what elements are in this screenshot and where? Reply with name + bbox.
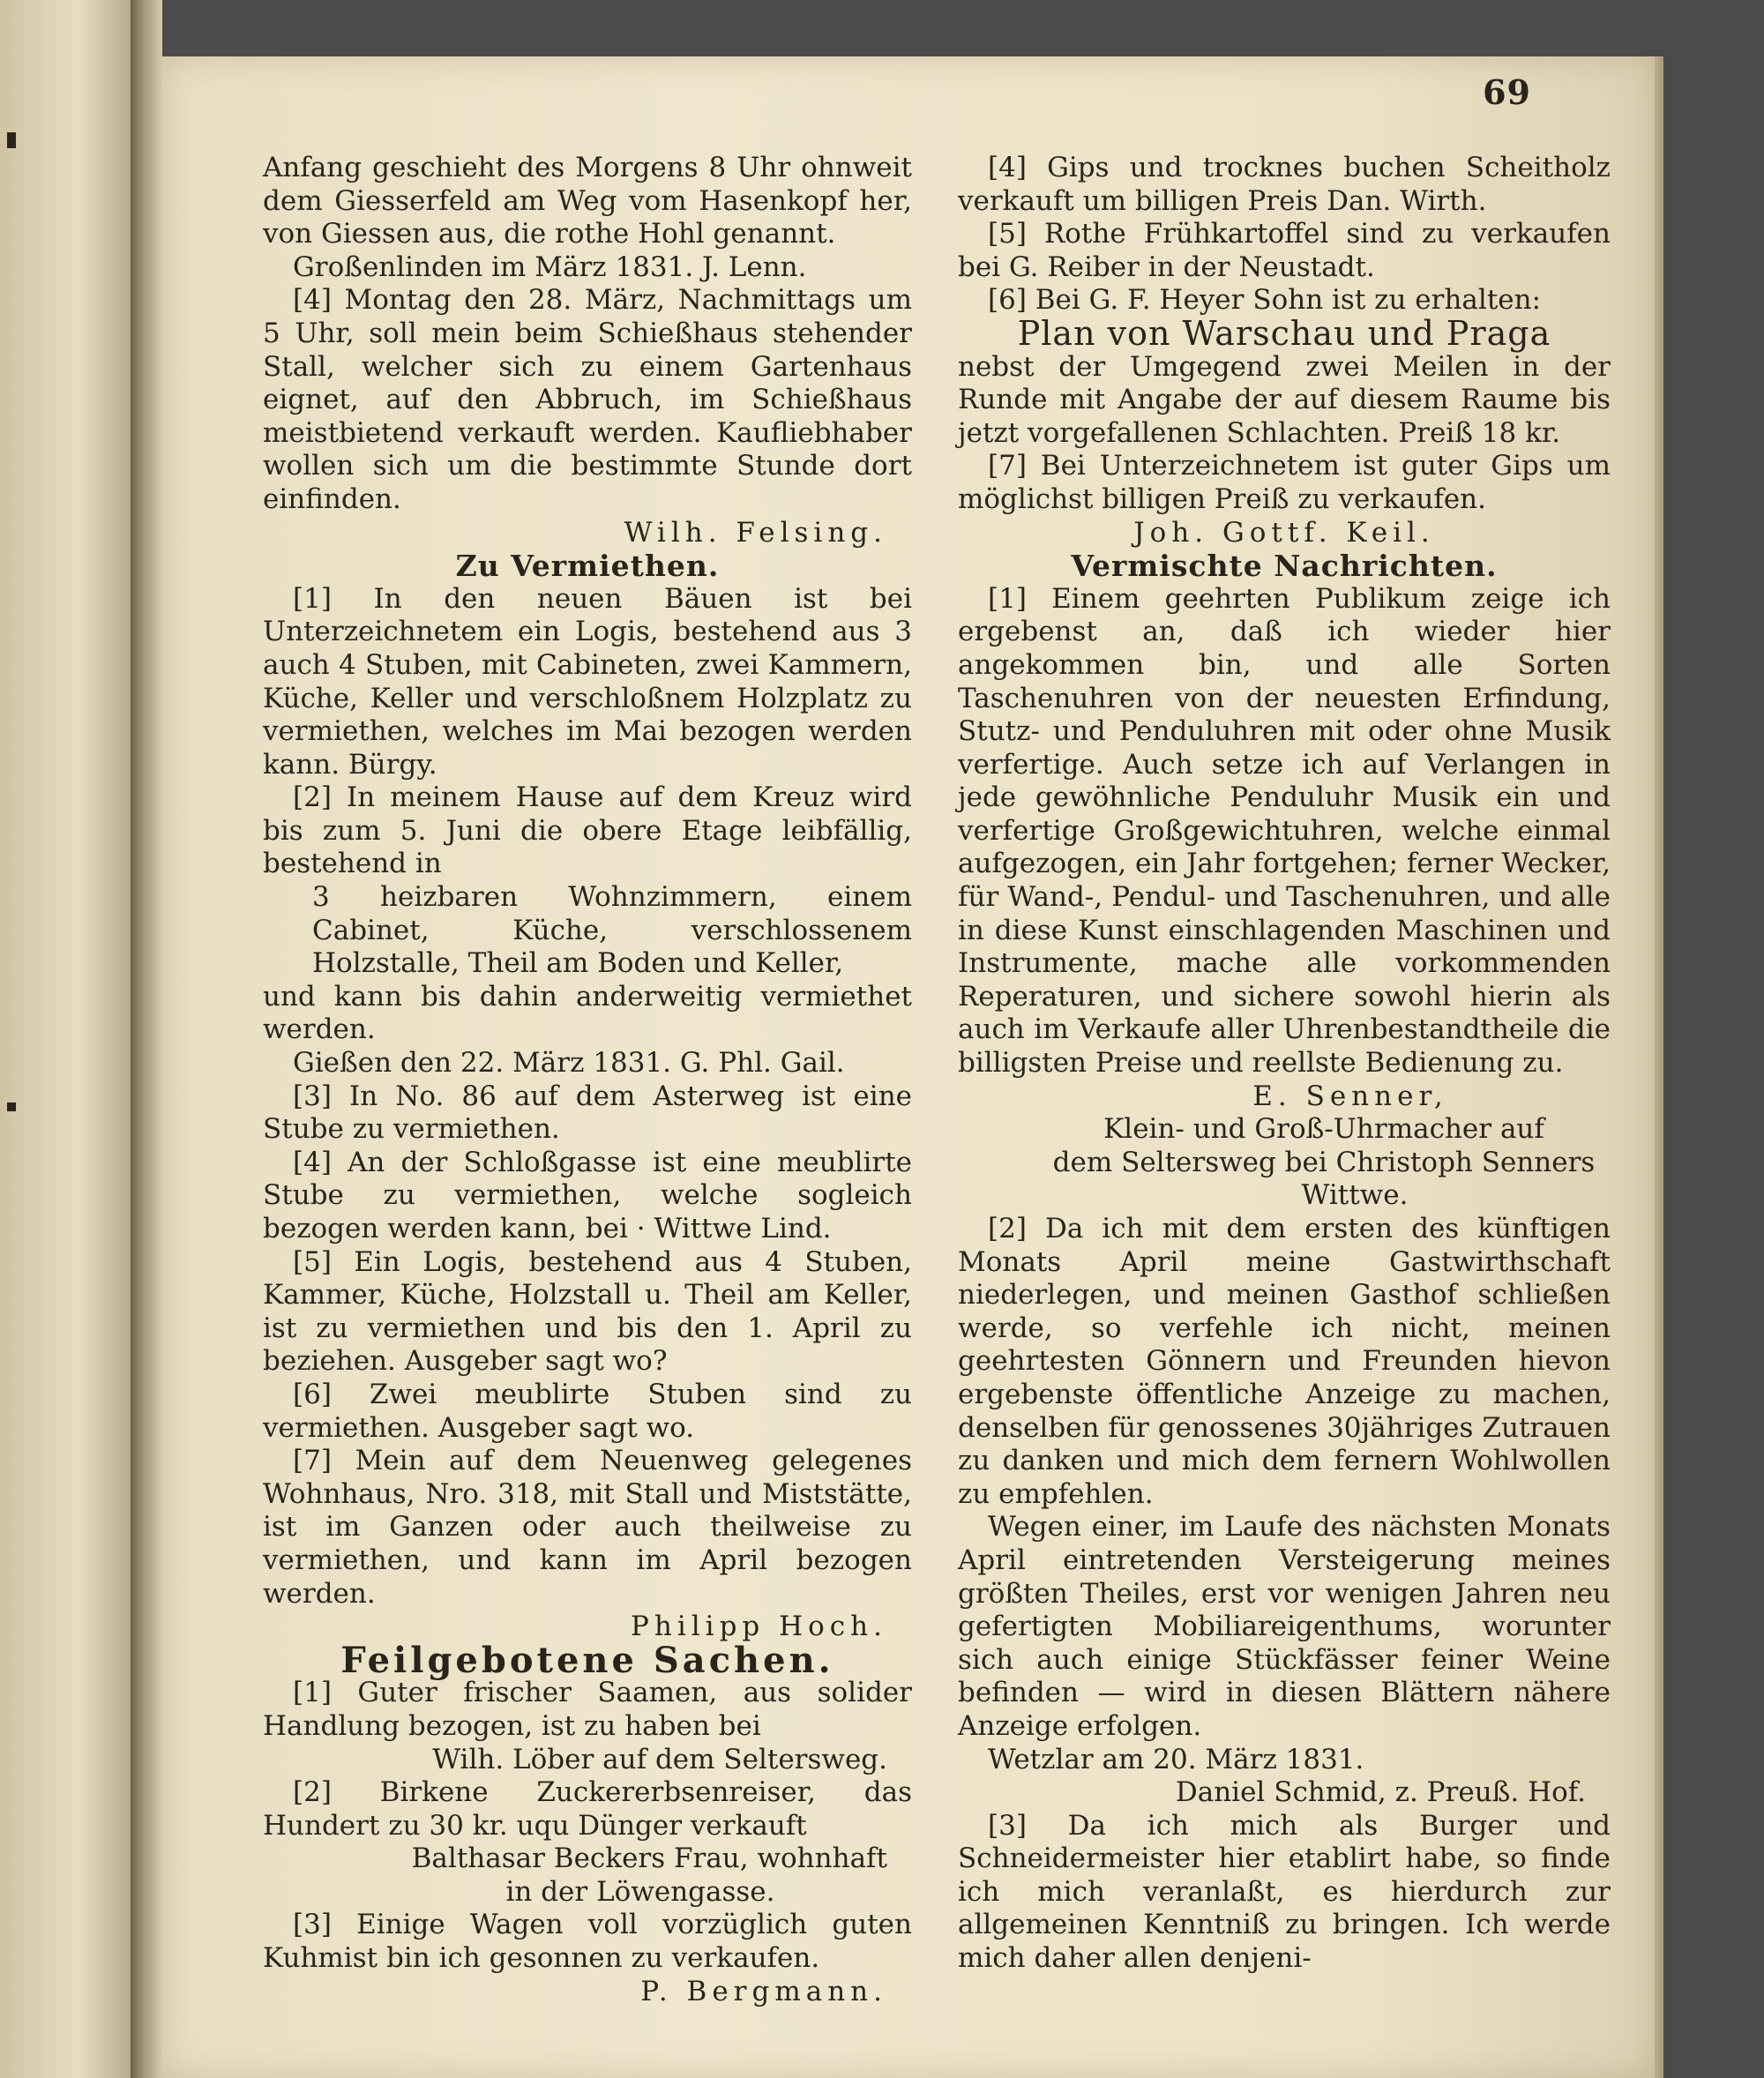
misc-notice-2-signature: Daniel Schmid, z. Preuß. Hof. [1175, 1776, 1586, 1809]
misc-notice-1: [1] Einem geehrten Publikum zeige ich ergebenst an, daß ich wieder hier angekommen bin, und alle Sorten Taschenuhren von der neuesten Erfindung, Stutz- und Penduluhren mit oder ohne Musik verfertige. Auch setze ich auf Verlangen in jede gewöhnliche Penduluhr Musik ein und verfertige Großgewichtuhren, welche einmal aufgezogen, ein Jahr fortgehen; ferner Wecker, für Wand-, Pendul- und Taschenuhren, und alle in diese Kunst einschlagenden Maschinen und Instrumente, mache alle vorkommenden Reperaturen, und sichere sowohl hierin als auch im Verkaufe aller Uhrenbestandtheile die billigsten Preise und reellste Bedienung zu. [958, 582, 1611, 1080]
rent-notice-6: [6] Zwei meublirte Stuben sind zu vermiethen. Ausgeber sagt wo. [263, 1378, 912, 1444]
page-number: 69 [1483, 72, 1531, 112]
map-title: Plan von Warschau und Praga [1017, 313, 1551, 353]
section-heading-vermischte-nachrichten: Vermischte Nachrichten. [1071, 549, 1498, 584]
sale-notice-r6: [6] Bei G. F. Heyer Sohn ist zu erhalten: [988, 284, 1542, 317]
rent-notice-2-end: und kann bis dahin anderweitig vermiethet werden. [263, 980, 912, 1046]
book-gutter [131, 0, 162, 2078]
rent-notice-7-signature: Philipp Hoch. [631, 1611, 887, 1643]
sale-notice-r4: [4] Gips und trocknes buchen Scheitholz verkauft um billigen Preis Dan. Wirth. [958, 152, 1611, 217]
misc-notice-1-signature-line4: Wittwe. [1301, 1179, 1409, 1212]
sale-notice-2-address: in der Löwengasse. [505, 1875, 775, 1908]
sale-notice-2-signature: Balthasar Beckers Frau, wohnhaft [411, 1843, 887, 1875]
rent-notice-2-place-date: Gießen den 22. März 1831. G. Phl. Gail. [293, 1047, 845, 1080]
misc-notice-3: [3] Da ich mich als Burger und Schneidermeister hier etablirt habe, so finde ich mich veranlaßt, es hierdurch zur allgemeinen Kenntniß zu bringen. Ich werde mich daher allen denjeni- [958, 1809, 1611, 1975]
right-column [958, 152, 1611, 1976]
sale-notice-r7-signature: Joh. Gottf. Keil. [1133, 516, 1435, 549]
sale-notice-3: [3] Einige Wagen voll vorzüglich guten Kuhmist bin ich gesonnen zu verkaufen. [263, 1909, 912, 1975]
sale-notice-r5: [5] Rothe Frühkartoffel sind zu verkaufen bei G. Reiber in der Neustadt. [958, 218, 1611, 283]
sale-notice-r6-details: nebst der Umgegend zwei Meilen in der Runde mit Angabe der auf diesem Raume bis jetzt vorgefallenen Schlachten. Preiß 18 kr. [958, 350, 1611, 449]
sale-notice-r7: [7] Bei Unterzeichnetem ist guter Gips um möglichst billigen Preiß zu verkaufen. [958, 450, 1611, 515]
rent-notice-3: [3] In No. 86 auf dem Asterweg ist eine Stube zu vermiethen. [263, 1080, 912, 1146]
intro-paragraph: Anfang geschieht des Morgens 8 Uhr ohnweit dem Giesserfeld am Weg vom Hasenkopf her, von Giessen aus, die rothe Hohl genannt. [263, 152, 912, 250]
rent-notice-2: [2] In meinem Hause auf dem Kreuz wird bis zum 5. Juni die obere Etage leibfällig, bestehend in [263, 781, 912, 880]
notice-4-auction: [4] Montag den 28. März, Nachmittags um 5 Uhr, soll mein beim Schießhaus stehender Stall, welcher sich zu einem Gartenhaus eignet, auf den Abbruch, im Schießhaus meistbietend verkauft werden. Kaufliebhaber wollen sich um die bestimmte Stunde dort einfinden. [263, 284, 912, 515]
section-heading-feilgebotene-sachen: Feilgebotene Sachen. [340, 1639, 834, 1681]
margin-mark [7, 132, 16, 148]
rent-notice-1: [1] In den neuen Bäuen ist bei Unterzeichnetem ein Logis, bestehend aus 3 auch 4 Stuben, mit Cabineten, zwei Kammern, Küche, Keller und verschloßnem Holzplatz zu vermiethen, welches im Mai bezogen werden kann. Bürgy. [263, 582, 912, 781]
misc-notice-2: [2] Da ich mit dem ersten des künftigen Monats April meine Gastwirthschaft niederlegen, und meinen Gasthof schließen werde, so verfehle ich nicht, meinen geehrtesten Gönnern und Freunden hievon ergebenste öffentliche Anzeige zu machen, denselben für genossenes 30jähriges Zutrauen zu danken und mich dem fernern Wohlwollen zu empfehlen. [958, 1213, 1611, 1510]
page [162, 56, 1655, 2078]
misc-notice-2-place-date: Wetzlar am 20. März 1831. [988, 1743, 1364, 1775]
sale-notice-2: [2] Birkene Zuckererbsenreiser, das Hundert zu 30 kr. uqu Dünger verkauft [263, 1776, 912, 1842]
rent-notice-5: [5] Ein Logis, bestehend aus 4 Stuben, Kammer, Küche, Holzstall u. Theil am Keller, ist zu vermiethen und bis den 1. April zu beziehen. Ausgeber sagt wo? [263, 1245, 912, 1378]
rent-notice-2-rooms: 3 heizbaren Wohnzimmern, einem Cabinet, Küche, verschlossenem Holzstalle, Theil am Boden und Keller, [312, 881, 912, 980]
margin-mark [7, 1103, 16, 1111]
left-column [263, 152, 912, 2008]
previous-page-edge [0, 0, 133, 2078]
section-heading-zu-vermiethen: Zu Vermiethen. [455, 549, 720, 584]
sale-notice-1-signature: Wilh. Löber auf dem Seltersweg. [432, 1743, 887, 1775]
misc-notice-1-signature-line2: Klein- und Groß-Uhrmacher auf [1103, 1113, 1544, 1146]
misc-notice-2-continued: Wegen einer, im Laufe des nächsten Monats April eintretenden Versteigerung meines größten Theiles, erst vor wenigen Jahren neu gefertigten Mobiliareigenthums, worunter sich auch einige Stückfässer feiner Weine befinden — wird in diesen Blättern nähere Anzeige erfolgen. [958, 1511, 1611, 1742]
intro-place-date: Großenlinden im März 1831. J. Lenn. [293, 250, 807, 283]
rent-notice-4: [4] An der Schloßgasse ist eine meublirte Stube zu vermiethen, welche sogleich bezogen werden kann, bei · Wittwe Lind. [263, 1146, 912, 1245]
rent-notice-7: [7] Mein auf dem Neuenweg gelegenes Wohnhaus, Nro. 318, mit Stall und Miststätte, ist im Ganzen oder auch theilweise zu vermiethen, und kann im April bezogen werden. [263, 1445, 912, 1610]
notice-4-signature: Wilh. Felsing. [624, 516, 887, 549]
sale-notice-3-signature: P. Bergmann. [640, 1975, 887, 2007]
misc-notice-1-signature: E. Senner, [1252, 1080, 1448, 1112]
sale-notice-1: [1] Guter frischer Saamen, aus solider Handlung bezogen, ist zu haben bei [263, 1677, 912, 1742]
misc-notice-1-signature-line3: dem Seltersweg bei Christoph Senners [1052, 1146, 1596, 1178]
